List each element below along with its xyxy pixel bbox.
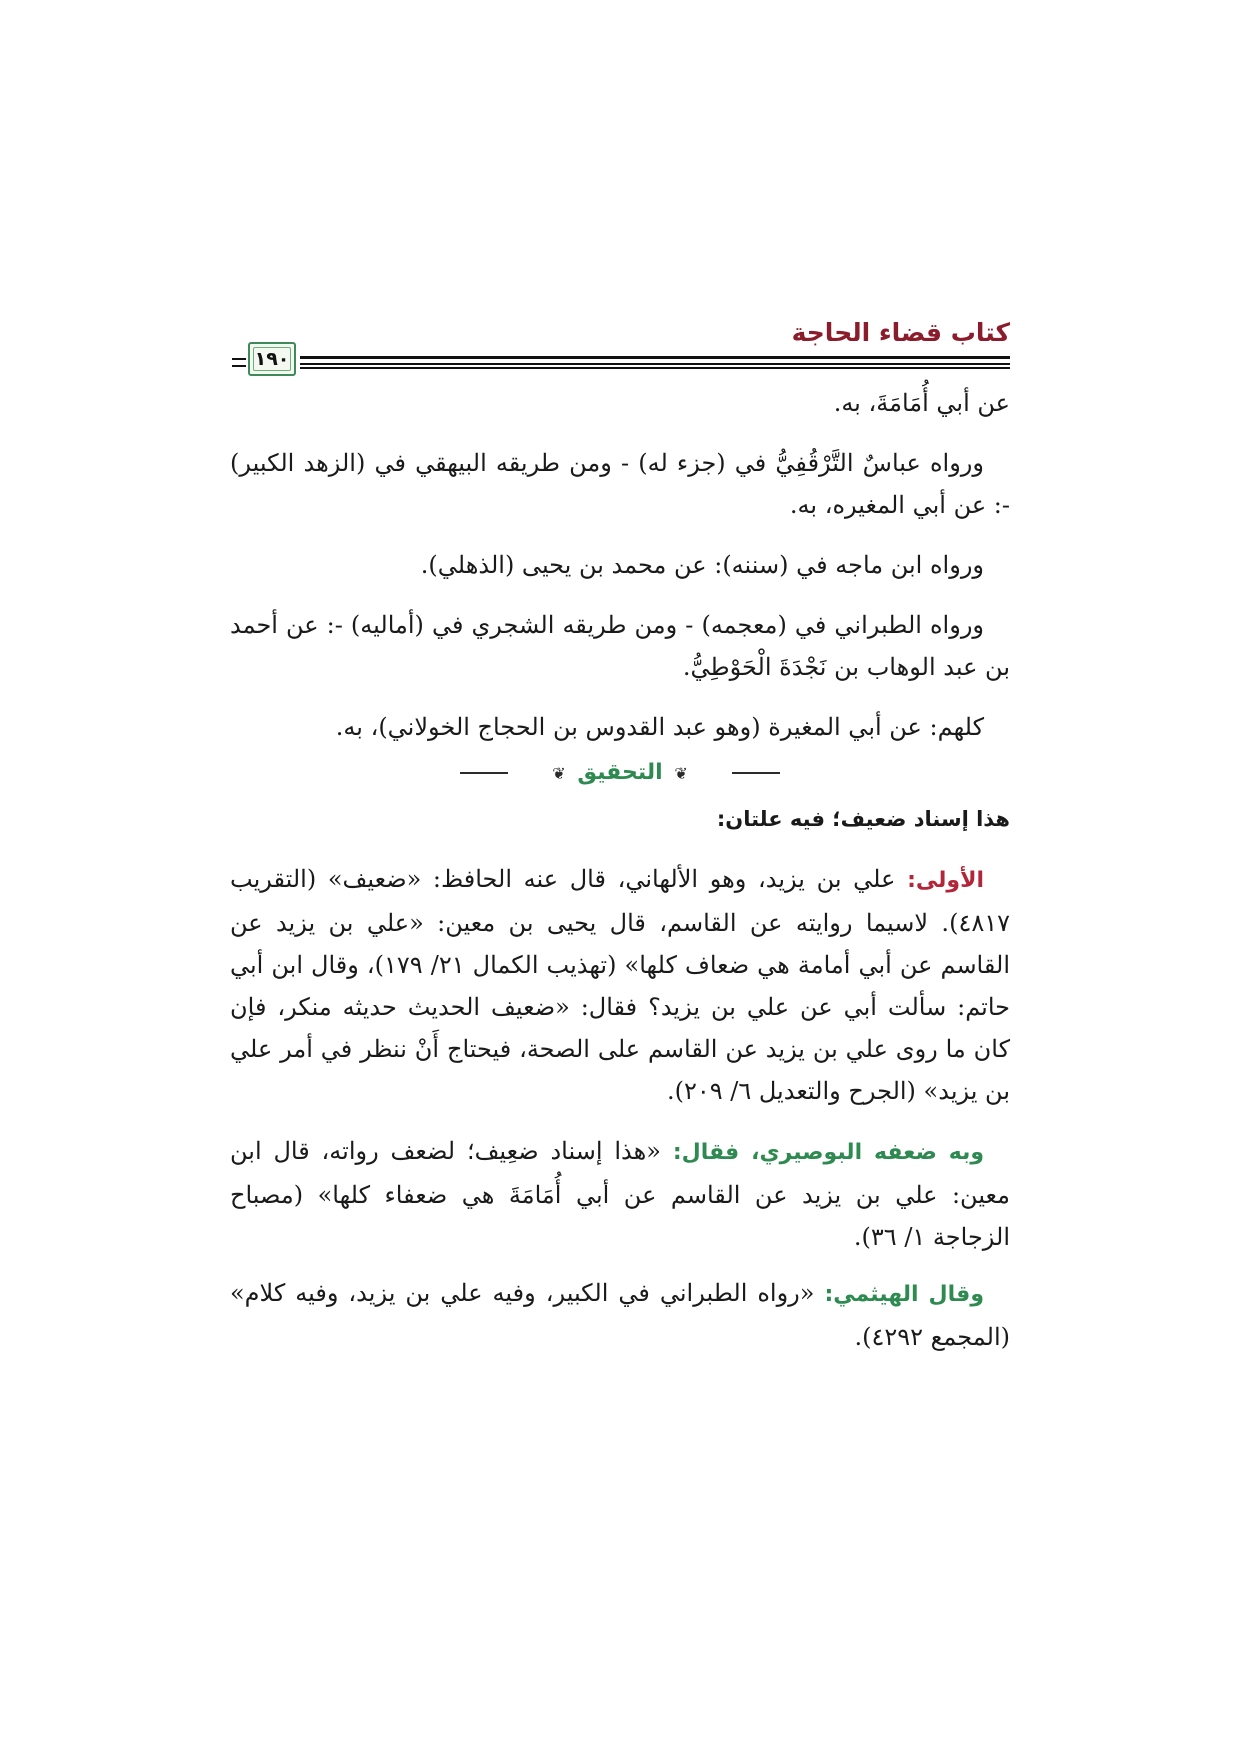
haythami-label: وقال الهيثمي:: [824, 1282, 984, 1307]
page-number: ١٩٠: [254, 348, 290, 370]
ornament-icon: ❦: [552, 763, 566, 783]
first-defect-label: الأولى:: [907, 868, 984, 893]
paragraph-busiri: [230, 1130, 1010, 1258]
paragraph: عن أبي أُمَامَةَ، به.: [833, 389, 1010, 417]
book-title: كتاب قضاء الحاجة: [791, 318, 1010, 347]
analysis-heading: هذا إسناد ضعيف؛ فيه علتان:: [716, 807, 1010, 831]
haythami-text: «رواه الطبراني في الكبير، وفيه علي بن يزيد، وفيه كلام» (المجمع ٤٢٩٢).: [230, 1279, 1010, 1351]
paragraph: كلهم: عن أبي المغيرة (وهو عبد القدوس بن الحجاج الخولاني)، به.: [335, 713, 984, 741]
section-divider: [230, 756, 1010, 788]
ornament-icon: ❦: [674, 763, 688, 783]
header-rule: [300, 363, 1010, 365]
header-rule: [300, 356, 1010, 359]
paragraph-haythami: [230, 1272, 1010, 1358]
paragraph-first-defect: [230, 858, 1010, 1112]
page-number-badge: [248, 342, 296, 376]
first-defect-text: علي بن يزيد، وهو الألهاني، قال عنه الحافظ: «ضعيف» (التقريب ٤٨١٧). لاسيما روايته عن القاسم، قال يحيى بن معين: «علي بن يزيد عن القاسم عن أبي أمامة هي ضعاف كلها» (تهذيب الكمال ٢١/ ١٧٩)، وقال ابن أبي حاتم: سألت أبي عن علي بن يزيد؟ فقال: «ضعيف الحديث حديثه منكر، فإن كان ما روى علي بن يزيد عن القاسم على الصحة، فيحتاج أَنْ ننظر في أمر علي بن يزيد» (الجرح والتعديل ٦/ ٢٠٩).: [230, 865, 1011, 1105]
page-body: [230, 378, 1010, 1358]
page-header: [232, 318, 1010, 378]
busiri-label: وبه ضعفه البوصيري، فقال:: [672, 1140, 985, 1165]
header-rule-tail: [232, 365, 246, 367]
header-rule: [300, 367, 1010, 369]
busiri-text: «هذا إسناد ضعِيف؛ لضعف رواته، قال ابن معين: علي بن يزيد عن القاسم عن أبي أُمَامَةَ هي ضعفاء كلها» (مصباح الزجاجة ١/ ٣٦).: [230, 1137, 1010, 1251]
section-title: التحقيق: [577, 759, 663, 785]
section-title-wrap: [508, 760, 731, 785]
paragraph: ورواه ابن ماجه في (سننه): عن محمد بن يحيى (الذهلي).: [420, 551, 984, 579]
header-rule-tail: [232, 358, 246, 360]
paragraph: ورواه الطبراني في (معجمه) - ومن طريقه الشجري في (أماليه) -: عن أحمد بن عبد الوهاب بن نَجْدَةَ الْحَوْطِيُّ.: [230, 611, 1010, 681]
paragraph: ورواه عباسٌ التَّرْقُفِيُّ في (جزء له) - ومن طريقه البيهقي في (الزهد الكبير) -: عن أبي المغيره، به.: [230, 449, 1010, 519]
